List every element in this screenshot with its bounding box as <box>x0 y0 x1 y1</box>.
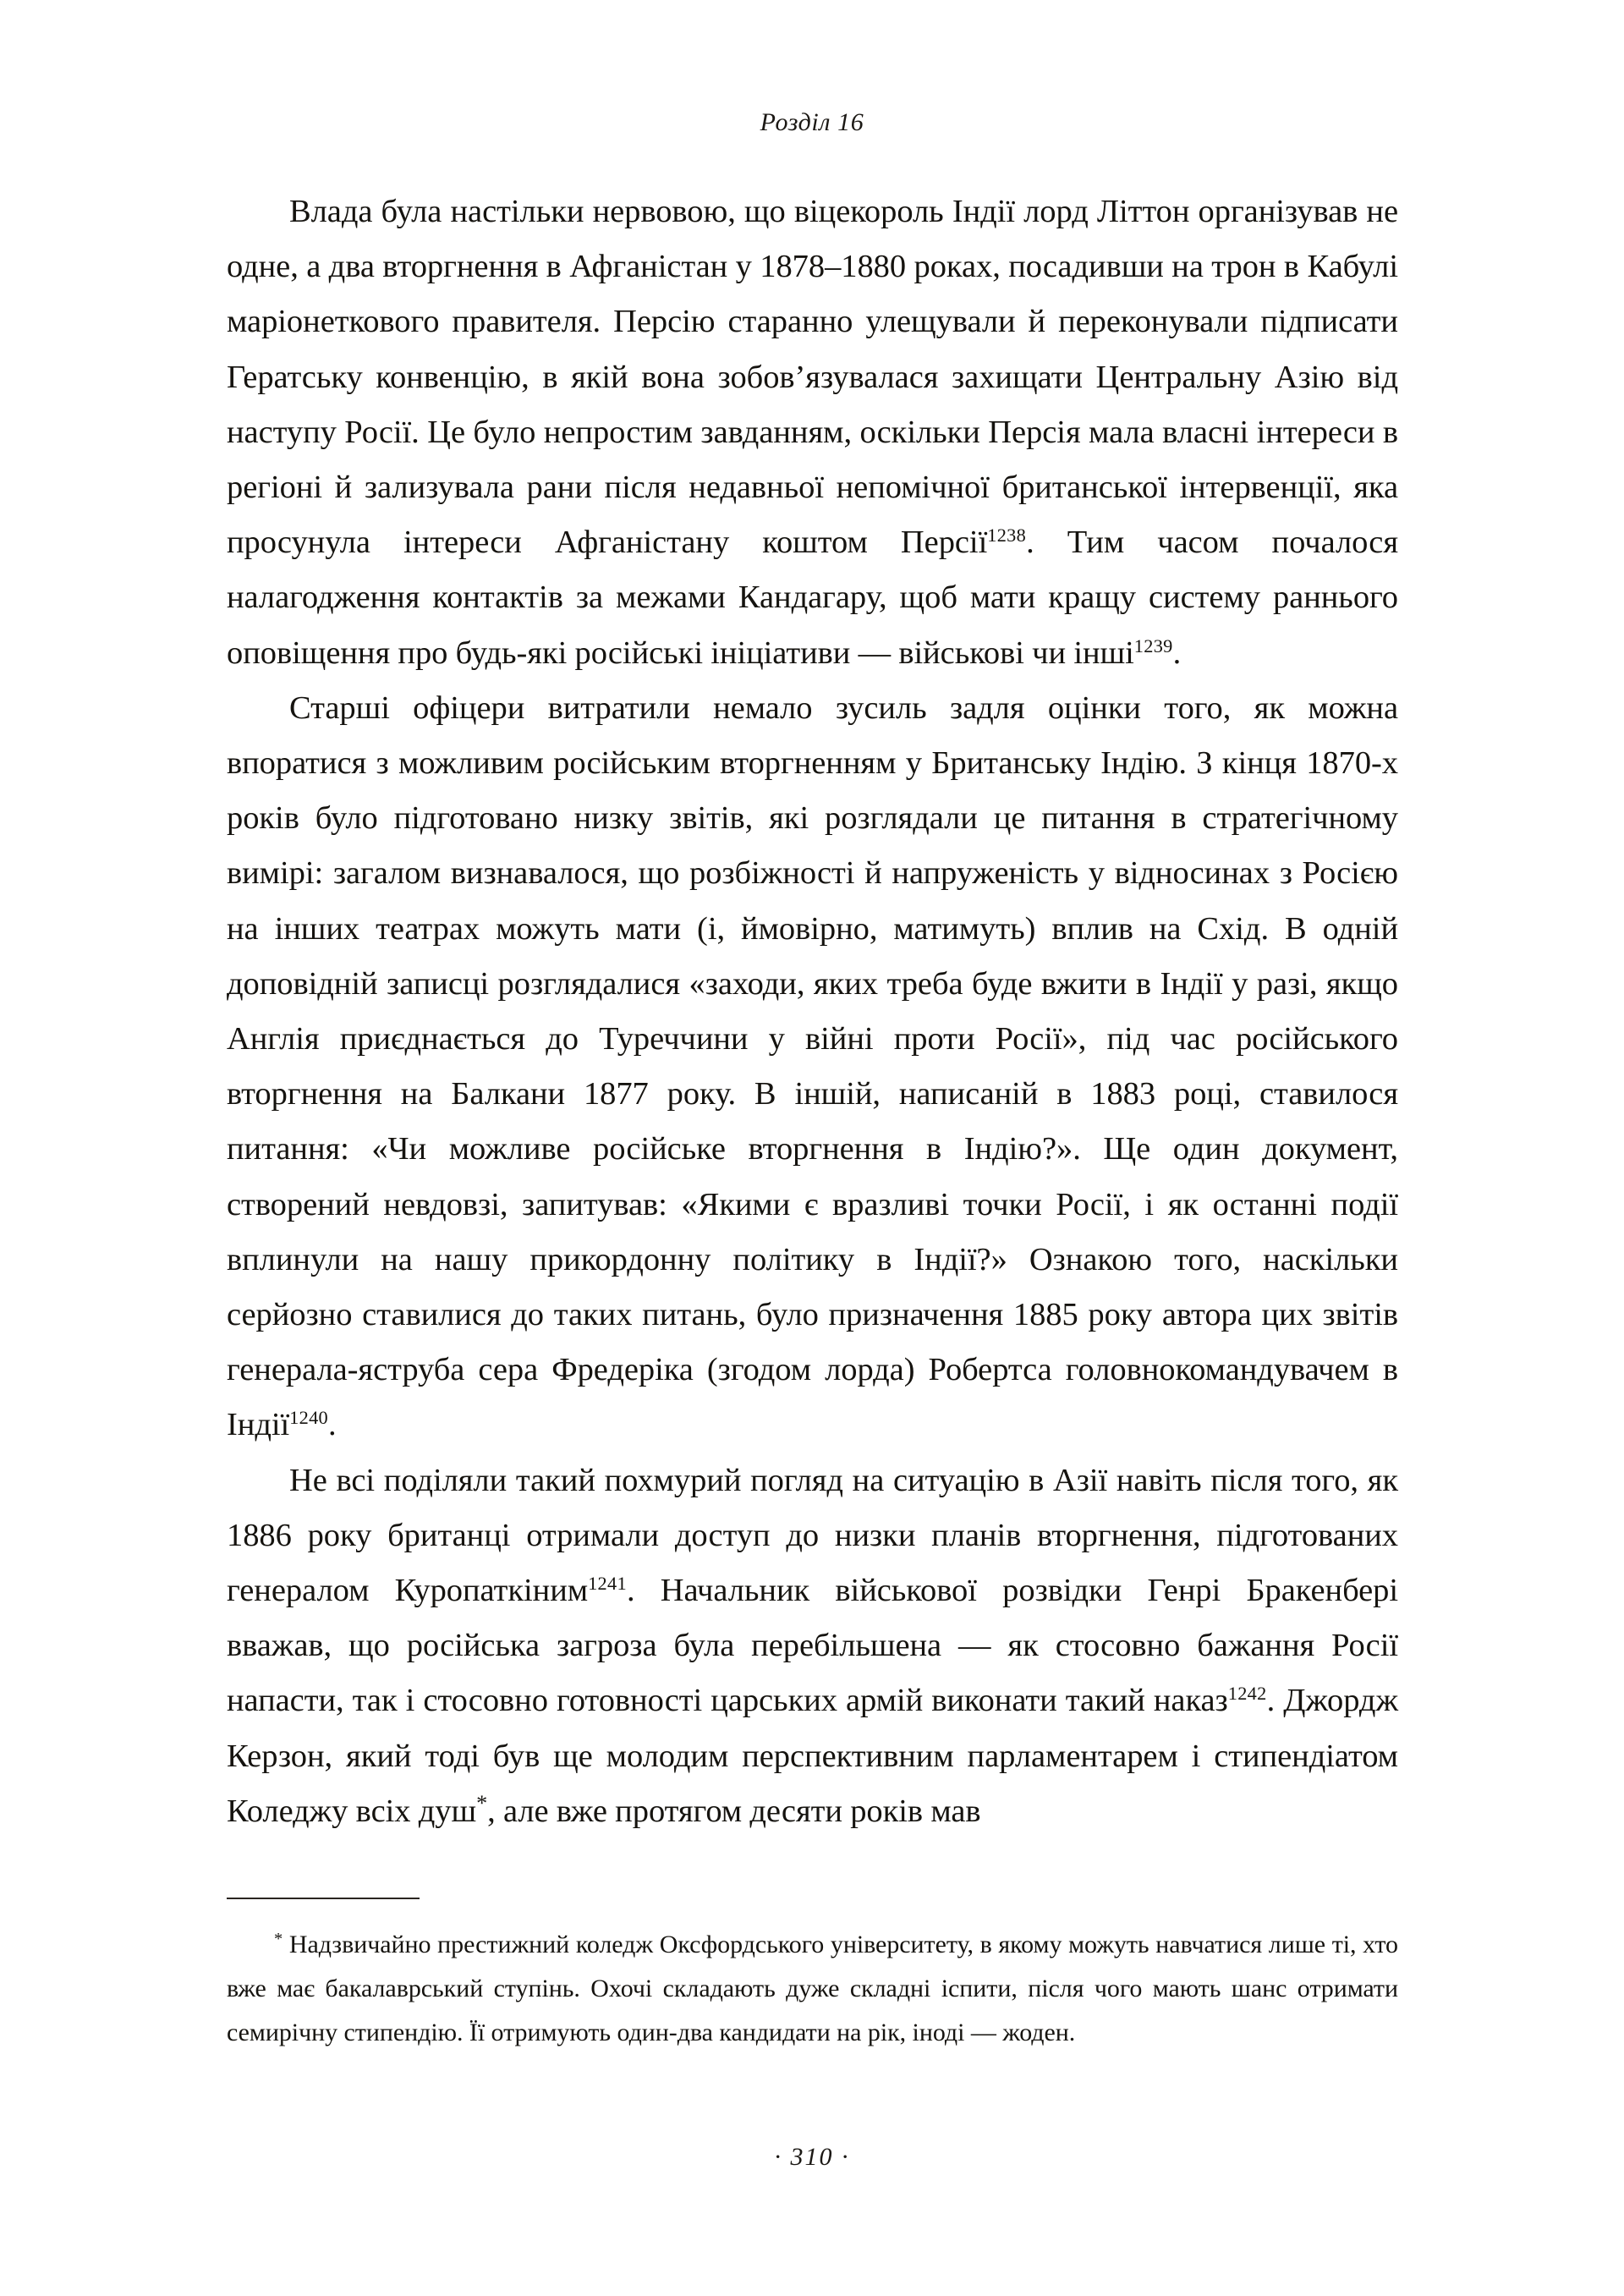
footnote-marker-asterisk: * <box>274 1929 283 1948</box>
footnote-reference-1242: 1242 <box>1227 1683 1267 1705</box>
page-number: · 310 · <box>774 2143 850 2171</box>
body-text-block <box>227 184 1398 1839</box>
footnote-reference-asterisk: * <box>476 1790 488 1815</box>
footnote-reference-1241: 1241 <box>588 1573 627 1595</box>
footnote-separator-rule <box>227 1898 420 1899</box>
footnote-reference-1239: 1239 <box>1133 634 1173 656</box>
body-paragraph: Старші офіцери витратили немало зусиль задля оцінки того, як можна впоратися з можливим російським вторгненням у Британську Індію. З кінця 1870-х років було підготовано низку звітів, які розглядали це питання в стратегічному вимірі: загалом визнавалося, що розбіжності й напруженість у відносинах з Росією на інших театрах можуть мати (і, ймовірно, матимуть) вплив на Схід. В одній доповідній записці розглядалися «заходи, яких треба буде вжити в Індії у разі, якщо Англія приєднається до Туреччини у війні проти Росії», під час російського вторгнення на Балкани 1877 року. В іншій, написаній в 1883 році, ставилося питання: «Чи можливе російське вторгнення в Індію?». Ще один документ, створений невдовзі, запитував: «Якими є вразливі точки Росії, і як останні події вплинули на нашу прикордонну політику в Індії?» Ознакою того, наскільки серйозно ставилися до таких питань, було призначення 1885 року автора цих звітів генерала-яструба сера Фредеріка (згодом лорда) Робертса головнокомандувачем в Індії$^{1240}$. <box>227 689 1398 1443</box>
footnote-reference-1240: 1240 <box>289 1407 329 1429</box>
body-paragraph: Влада була настільки нервовою, що віцекороль Індії лорд Літтон організував не одне, а два вторгнення в Афганістан у 1878–1880 роках, посадивши на трон в Кабулі маріонеткового правителя. Персію старанно улещували й переконували підписати Гератську конвенцію, в якій вона зобов’язувалася захищати Центральну Азію від наступу Росії. Це було непростим завданням, оскільки Персія мала власні інтереси в регіоні й зализувала рани після недавньої непомічної британської інтервенції, яка просунула інтереси Афганістану коштом Персії$^{1238}$. Тим часом почалося налагодження контактів за межами Кандагару, щоб мати кращу систему раннього оповіщення про будь-які російські ініціативи — військові чи інші$^{1239}$. <box>227 194 1398 671</box>
footnote-paragraph: * Надзвичайно престижний коледж Оксфордського університету, в якому можуть навчатися лише ті, хто вже має бакалаврський ступінь. Охочі складають дуже складні іспити, після чого мають шанс отримати семирічну стипендію. Її отримують один-два кандидати на рік, іноді — жоден. <box>227 1929 1398 2046</box>
running-head: Розділ 16 <box>760 108 864 136</box>
footnote-area <box>227 1898 1398 2055</box>
footnote-reference-1238: 1238 <box>987 525 1027 547</box>
body-paragraph: Не всі поділяли такий похмурий погляд на ситуацію в Азії навіть після того, як 1886 року британці отримали доступ до низки планів вторгнення, підготованих генералом Куропаткіним$^{1241}$. Начальник військової розвідки Генрі Бракенбері вважав, що російська загроза була перебільшена — як стосовно бажання Росії напасти, так і стосовно готовності царських армій виконати такий наказ$^{1242}$. Джордж Керзон, який тоді був ще молодим перспективним парламентарем і стипендіатом Коледжу всіх душ*, але вже протягом десяти років мав <box>227 1462 1398 1829</box>
